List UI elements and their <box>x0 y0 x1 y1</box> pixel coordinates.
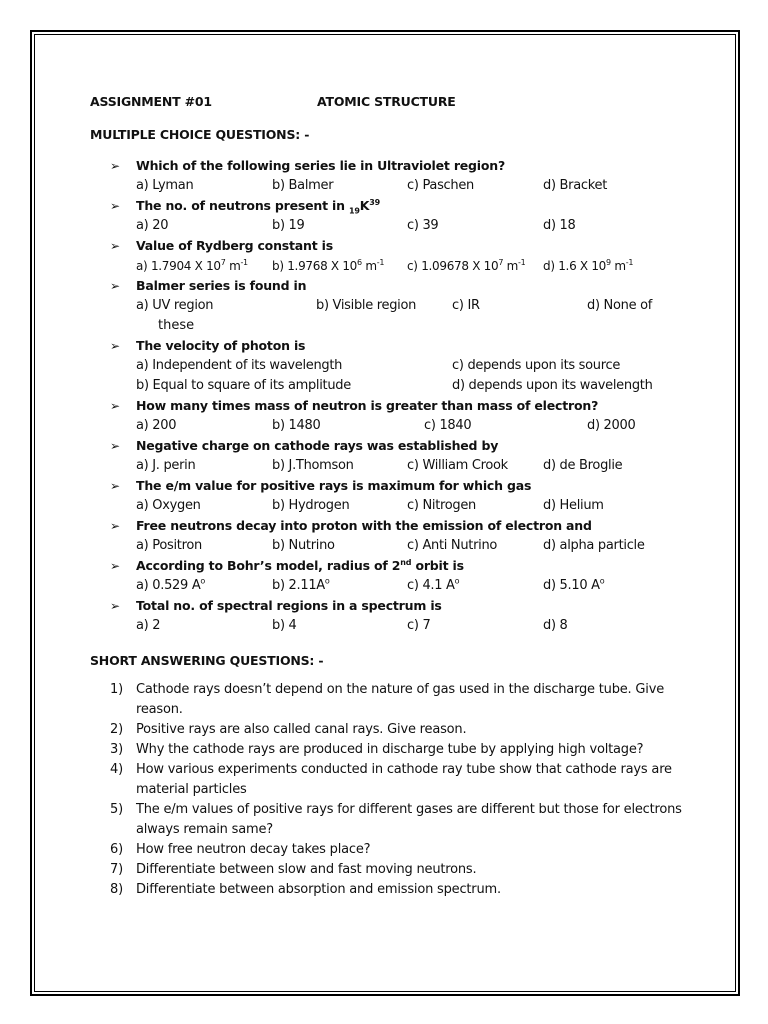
arrow-bullet-icon: ➢ <box>110 519 120 533</box>
option-d: d) Bracket <box>543 178 607 193</box>
option-a: a) 0.529 $A^o$ <box>136 576 206 593</box>
option-d: d) alpha particle <box>543 538 645 553</box>
saq-text: How free neutron decay takes place? <box>136 842 371 857</box>
question-text: Free neutrons decay into proton with the emission of electron and <box>136 518 592 533</box>
option-b: b) Nutrino <box>272 538 335 553</box>
question-text: The velocity of photon is <box>136 338 306 353</box>
arrow-bullet-icon: ➢ <box>110 559 120 573</box>
saq-item: 7) Differentiate between slow and fast moving neutrons. <box>110 862 477 877</box>
question-text: Balmer series is found in <box>136 278 307 293</box>
option-c: c) 39 <box>407 218 439 233</box>
arrow-bullet-icon: ➢ <box>110 199 120 213</box>
option-c: c) Nitrogen <box>407 498 476 513</box>
option-b: b) Hydrogen <box>272 498 350 513</box>
option-c: c) 7 <box>407 618 431 633</box>
option-a: a) 2 <box>136 618 161 633</box>
mcq-item <box>90 596 690 636</box>
question-text: How many times mass of neutron is greater than mass of electron? <box>136 398 599 413</box>
question-text: Value of Rydberg constant is <box>136 238 333 253</box>
option-a: a) 20 <box>136 218 169 233</box>
option-b: b) J.Thomson <box>272 458 354 473</box>
option-c: c) Anti Nutrino <box>407 538 498 553</box>
mcq-item <box>90 336 690 396</box>
option-b: b) Equal to square of its amplitude <box>136 378 351 393</box>
arrow-bullet-icon: ➢ <box>110 279 120 293</box>
option-b: b) 19 <box>272 218 305 233</box>
option-a: a) Lyman <box>136 178 194 193</box>
mcq-list <box>90 156 690 636</box>
saq-text: The e/m values of positive rays for different gases are different but those for electrons always remain same? <box>136 802 682 837</box>
mcq-item <box>90 236 690 276</box>
question-text: The no. of neutrons present in $_{19}K^{39}$ <box>136 197 380 216</box>
mcq-item <box>90 156 690 196</box>
option-c: c) 1.09678 X $10^7$ $m^{-1}$ <box>407 258 526 273</box>
arrow-bullet-icon: ➢ <box>110 399 120 413</box>
option-c: c) 1840 <box>424 418 472 433</box>
saq-heading: SHORT ANSWERING QUESTIONS: - <box>90 653 324 668</box>
saq-text: Positive rays are also called canal rays. Give reason. <box>136 722 467 737</box>
option-d: d) 2000 <box>587 418 636 433</box>
option-d: d) 8 <box>543 618 568 633</box>
option-c: c) depends upon its source <box>452 358 621 373</box>
option-b: b) 4 <box>272 618 297 633</box>
option-b: b) 1.9768 X $10^6$ $m^{-1}$ <box>272 258 385 273</box>
saq-text: Differentiate between slow and fast moving neutrons. <box>136 862 477 877</box>
option-b: b) Balmer <box>272 178 334 193</box>
saq-text: Why the cathode rays are produced in discharge tube by applying high voltage? <box>136 742 644 757</box>
option-d: d) 1.6 X $10^9$ $m^{-1}$ <box>543 258 634 273</box>
option-a: a) UV region <box>136 298 214 313</box>
question-text: Total no. of spectral regions in a spectrum is <box>136 598 442 613</box>
option-a: a) 1.7904 X $10^7$ $m^{-1}$ <box>136 258 248 273</box>
mcq-item <box>90 516 690 556</box>
saq-item: 4) How various experiments conducted in cathode ray tube show that cathode rays are material particles <box>110 762 672 797</box>
question-text: Which of the following series lie in Ultraviolet region? <box>136 158 506 173</box>
option-d: d) 18 <box>543 218 576 233</box>
mcq-item <box>90 476 690 516</box>
mcq-item <box>90 556 690 596</box>
mcq-item <box>90 196 690 236</box>
question-text: According to Bohr’s model, radius of 2nd orbit is <box>136 557 464 573</box>
option-d: d) None of <box>587 298 653 313</box>
topic-title: ATOMIC STRUCTURE <box>317 94 456 109</box>
option-a: a) Independent of its wavelength <box>136 358 343 373</box>
option-c: c) William Crook <box>407 458 508 473</box>
saq-item: 8) Differentiate between absorption and emission spectrum. <box>110 882 501 897</box>
option-c: c) IR <box>452 298 480 313</box>
saq-text: Differentiate between absorption and emission spectrum. <box>136 882 501 897</box>
saq-item: 3) Why the cathode rays are produced in discharge tube by applying high voltage? <box>110 742 644 757</box>
saq-text: How various experiments conducted in cathode ray tube show that cathode rays are material particles <box>136 762 672 797</box>
option-a: a) 200 <box>136 418 177 433</box>
option-continuation: these <box>158 318 195 333</box>
option-b: b) 1480 <box>272 418 321 433</box>
option-c: c) 4.1 $A^o$ <box>407 576 460 593</box>
option-d: d) depends upon its wavelength <box>452 378 653 393</box>
arrow-bullet-icon: ➢ <box>110 479 120 493</box>
saq-list <box>90 680 690 900</box>
mcq-item <box>90 396 690 436</box>
saq-item: 1) Cathode rays doesn’t depend on the nature of gas used in the discharge tube. Give reason. <box>110 682 664 717</box>
arrow-bullet-icon: ➢ <box>110 239 120 253</box>
saq-text: Cathode rays doesn’t depend on the nature of gas used in the discharge tube. Give reason. <box>136 682 664 717</box>
option-d: d) 5.10 $A^o$ <box>543 576 605 593</box>
question-text: The e/m value for positive rays is maximum for which gas <box>136 478 532 493</box>
arrow-bullet-icon: ➢ <box>110 339 120 353</box>
option-d: d) de Broglie <box>543 458 623 473</box>
assignment-title: ASSIGNMENT #01 <box>90 94 212 109</box>
option-d: d) Helium <box>543 498 604 513</box>
option-b: b) $2.11A^o$ <box>272 576 330 593</box>
mcq-item <box>90 276 690 336</box>
arrow-bullet-icon: ➢ <box>110 599 120 613</box>
question-text: Negative charge on cathode rays was established by <box>136 438 499 453</box>
option-c: c) Paschen <box>407 178 474 193</box>
saq-item: 2) Positive rays are also called canal rays. Give reason. <box>110 722 467 737</box>
option-a: a) Oxygen <box>136 498 201 513</box>
option-a: a) J. perin <box>136 458 196 473</box>
option-b: b) Visible region <box>316 298 417 313</box>
mcq-item <box>90 436 690 476</box>
saq-item: 5) The e/m values of positive rays for different gases are different but those for electrons always remain same? <box>110 802 682 837</box>
saq-item: 6) How free neutron decay takes place? <box>110 842 371 857</box>
arrow-bullet-icon: ➢ <box>110 159 120 173</box>
option-a: a) Positron <box>136 538 202 553</box>
mcq-heading: MULTIPLE CHOICE QUESTIONS: - <box>90 127 310 142</box>
arrow-bullet-icon: ➢ <box>110 439 120 453</box>
